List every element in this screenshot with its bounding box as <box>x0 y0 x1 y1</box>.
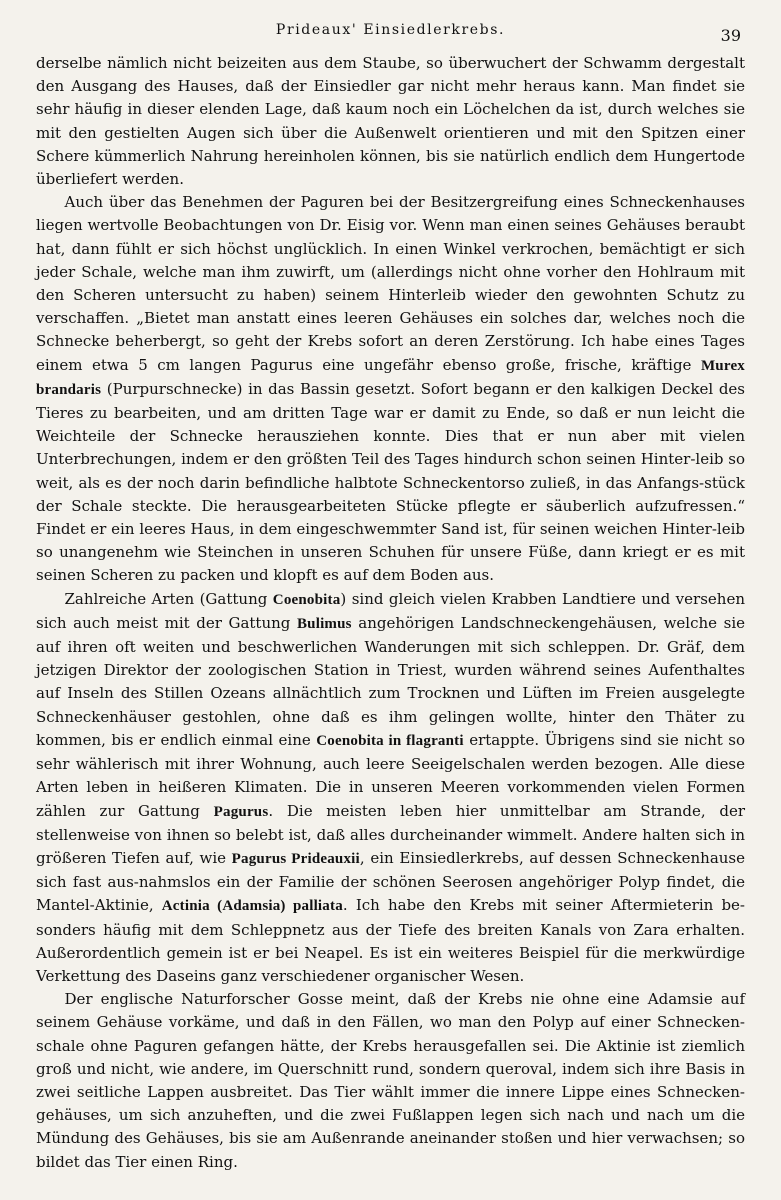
latin-term: Bulimus <box>296 615 352 632</box>
text-run: . Die meisten leben hier unmittelbar am Strande, der stellenweise von ihnen so belebt ist, daß alles durcheinander wimmelt. Andere halten sich in größeren Tiefen auf, wie <box>36 801 745 867</box>
paragraph <box>36 588 745 988</box>
paragraph <box>36 191 745 587</box>
text-run: derselbe nämlich nicht beizeiten aus dem Staube, so überwuchert der Schwamm dergestalt den Ausgang des Hauses, daß der Einsiedler gar nicht mehr heraus kann. Man findet sie sehr häufig in dieser elenden Lage, daß kaum noch ein Löchelchen da ist, durch welches sie mit den gestielten Augen sich über die Außenwelt orientieren und mit den Spitzen einer Schere kümmerlich Nahrung hereinholen können, bis sie natürlich endlich dem Hungertode überliefert werden. <box>36 54 745 189</box>
text-run: ertappte. Übrigens sind sie nicht so sehr wählerisch mit ihrer Wohnung, auch leere Seeigelschalen werden bezogen. Alle diese Arten leben in heißeren Klimaten. Die in unseren Meeren vorkommenden vielen Formen zählen zur Gattung <box>36 730 746 820</box>
latin-term: Murex brandaris <box>36 357 745 398</box>
text-run: ) sind gleich vielen Krabben Landtiere und versehen sich auch meist mit der Gattung <box>36 589 745 632</box>
text-run: . Ich habe den Krebs mit seiner Aftermieterin be-sonders häufig mit dem Schleppnetz aus der Tiefe des breiten Kanals von Zara erhalten. Außerordentlich gemein ist er bei Neapel. Es ist ein weiteres Beispiel für die merkwürdige Verkettung des Daseins ganz verschiedener organischer Wesen. <box>36 896 745 985</box>
latin-term: Coenobita <box>272 591 341 608</box>
latin-term: Pagurus <box>213 803 269 820</box>
paragraph <box>36 988 745 1174</box>
page-number: 39 <box>720 26 741 45</box>
body-text <box>36 52 745 1174</box>
text-run: Der englische Naturforscher Gosse meint, daß der Krebs nie ohne eine Adamsie auf seinem Gehäuse vorkäme, und daß in den Fällen, wo man den Polyp auf einer Schnecken-schale ohne Paguren gefangen hätte, der Krebs herausgefallen sei. Die Aktinie ist ziemlich groß und nicht, wie andere, im Querschnitt rund, sondern queroval, indem sich ihre Basis in zwei seitliche Lappen ausbreitet. Das Tier wählt immer die innere Lippe eines Schnecken-gehäuses, um sich anzuheften, und die zwei Fußlappen legen sich nach und nach um die Mündung des Gehäuses, bis sie am Außenrande aneinander stoßen und hier verwachsen; so bildet das Tier einen Ring. <box>36 990 745 1171</box>
text-run: Auch über das Benehmen der Paguren bei der Besitzergreifung eines Schneckenhauses liegen wertvolle Beobachtungen von Dr. Eisig vor. Wenn man einen seines Gehäuses beraubt hat, dann fühlt er sich höchst unglücklich. In einen Winkel verkrochen, bemächtigt er sich jeder Schale, welche man ihm zuwirft, um (allerdings nicht ohne vorher den Hohlraum mit den Scheren untersucht zu haben) seinem Hinterleib wieder den gewohnten Schutz zu verschaffen. „Bietet man anstatt eines leeren Gehäuses ein solches dar, welches noch die Schnecke beherbergt, so geht der Krebs sofort an deren Zerstörung. Ich habe eines Tages einem etwa 5 cm langen Pagurus eine ungefähr ebenso große, frische, kräftige <box>36 193 745 374</box>
running-head <box>36 18 745 52</box>
latin-term: Coenobita in flagranti <box>316 732 464 749</box>
text-run: , ein Einsiedlerkrebs, auf dessen Schneckenhause sich fast aus-nahmslos ein der Familie der schönen Seerosen angehöriger Polyp findet, die Mantel-Aktinie, <box>36 848 746 915</box>
latin-term: Pagurus Prideauxii <box>231 850 360 867</box>
text-run: angehörigen Landschneckengehäusen, welche sie auf ihren oft weiten und beschwerlichen Wanderungen mit sich schleppen. Dr. Gräf, dem jetzigen Direktor der zoologischen Station in Triest, wurden während seines Aufenthaltes auf Inseln des Stillen Ozeans allnächtlich zum Trocknen und Lüften im Freien ausgelegte Schneckenhäuser gestohlen, ohne daß es ihm gelingen wollte, hinter den Thäter zu kommen, bis er endlich einmal eine <box>36 613 745 749</box>
running-title: Prideaux' Einsiedlerkrebs. <box>275 22 506 38</box>
latin-term: Actinia (Adamsia) palliata <box>161 898 343 915</box>
paragraph <box>36 52 745 191</box>
text-run: Zahlreiche Arten (Gattung <box>64 589 273 608</box>
text-run: (Purpurschnecke) in das Bassin gesetzt. Sofort begann er den kalkigen Deckel des Tieres zu bearbeiten, und am dritten Tage war er damit zu Ende, so daß er nun leicht die Weichteile der Schnecke herausziehen konnte. Dies that er nun aber mit vielen Unterbrechungen, indem er den größten Teil des Tages hindurch schon seinen Hinter-leib so weit, als es der noch darin befindliche halbtote Schneckentorso zuließ, in das Anfangs-stück der Schale steckte. Die herausgearbeiteten Stücke pflegte er säuberlich aufzufressen.“ Findet er ein leeres Haus, in dem eingeschwemmter Sand ist, für seinen weichen Hinter-leib so unangenehm wie Steinchen in unseren Schuhen für unsere Füße, dann kriegt er es mit seinen Scheren zu packen und klopft es auf dem Boden aus. <box>36 379 745 585</box>
